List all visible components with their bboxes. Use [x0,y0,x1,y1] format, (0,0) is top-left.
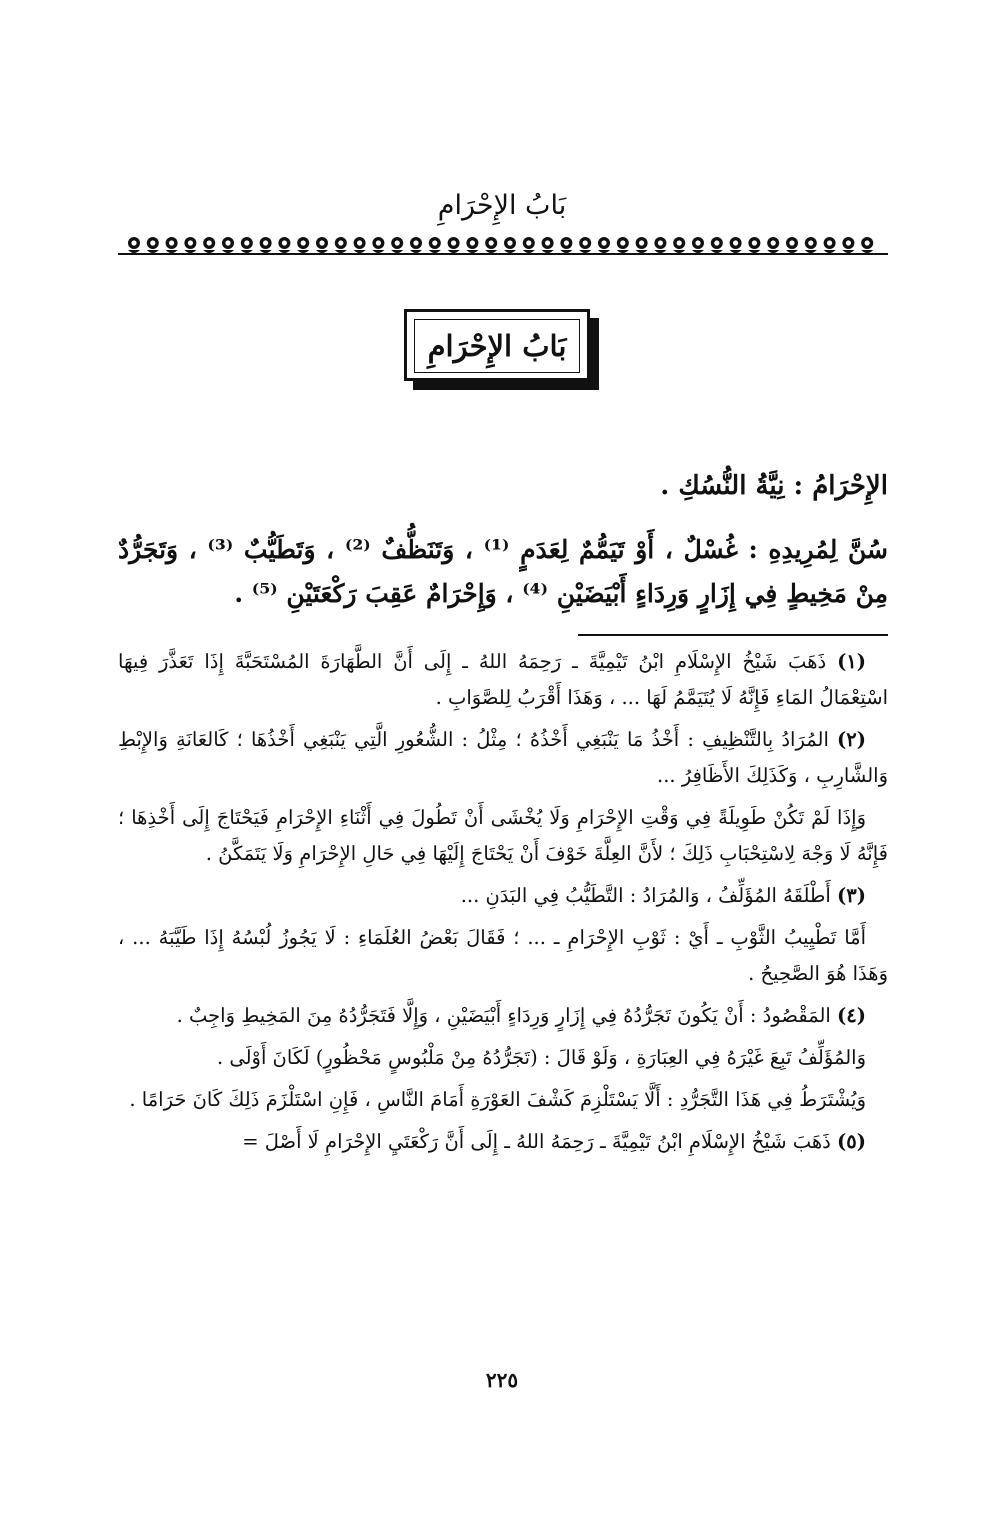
footnote-text: أَطْلَقَهُ المُؤَلِّفُ ، وَالمُرَادُ : التَّطَيُّبُ فِي البَدَنِ ... [460,884,831,907]
footnote-text: أَمَّا تَطْيِيبُ الثَّوْبِ ـ أَيْ : ثَوْبِ الإِحْرَامِ ـ ... ؛ فَقَالَ بَعْضُ العُلَمَاءِ : لَا يَجُوزُ لُبْسُهُ إِذَا طَيَّبَهُ ... ، وَهَذَا هُوَ الصَّحِيحُ . [118,926,888,985]
running-header-title: بَابُ الإِحْرَامِ [437,190,567,221]
footnote-text: وَإِذَا لَمْ تَكُنْ طَوِيلَةً فِي وَقْتِ الإِحْرَامِ وَلَا يُخْشَى أَنْ تَطُولَ فِي أَثْنَاءِ الإِحْرَامِ فَيَحْتَاجَ إِلَى أَخْذِهَا ؛ فَإِنَّهُ لَا وَجْهَ لِاسْتِحْبَابِ ذَلِكَ ؛ لأَنَّ العِلَّةَ خَوْفَ أَنْ يَحْتَاجَ إِلَيْهَا فِي حَالِ الإِحْرَامِ وَلَا يَتَمَكَّنُ . [118,806,888,865]
chapter-title: بَابُ الإِحْرَامِ [414,319,580,373]
footnote-number: (٥) [837,1130,866,1153]
chapter-title-frame [404,309,598,389]
footnote-separator [578,634,888,636]
footnote-text: ذَهَبَ شَيْخُ الإِسْلَامِ ابْنُ تَيْمِيَّةَ ـ رَحِمَهُ اللهُ ـ إِلَى أَنَّ رَكْعَتَيِ الإِحْرَامِ لَا أَصْلَ = [242,1130,831,1153]
footnote [118,644,888,716]
footnote-continuation [118,920,888,992]
footnote [118,878,888,914]
definition-line: الإِحْرَامُ : نِيَّةُ النُّسُكِ . [660,471,888,501]
footnote-continuation [118,1082,888,1118]
footnote [118,722,888,794]
footnote-text: المُرَادُ بِالتَّنْظِيفِ : أَخْذُ مَا يَنْبَغِي أَخْذُهُ ؛ مِثْلُ : الشُّعُورِ الَّتِي يَنْبَغِي أَخْذُهَا ؛ كَالعَانَةِ وَالإِبْطِ وَالشَّارِبِ ، وَكَذَلِكَ الأَظَافِرُ ... [118,728,888,787]
footnote-number: (١) [837,650,867,673]
footnote [118,998,888,1034]
footnote-continuation [118,800,888,872]
sunan-paragraph: سُنَّ لِمُرِيدِهِ : غُسْلٌ ، أَوْ تَيَمُّمٌ لِعَدَمٍ ⁽¹⁾ ، وَتَنَظُّفٌ ⁽²⁾ ، وَتَطَيُّبٌ ⁽³⁾ ، وَتَجَرُّدٌ مِنْ مَخِيطٍ فِي إِزَارٍ وَرِدَاءٍ أَبْيَضَيْنِ ⁽⁴⁾ ، وَإِحْرَامٌ عَقِبَ رَكْعَتَيْنِ ⁽⁵⁾ . [118,535,889,608]
page-number: ٢٢٥ [485,1368,519,1392]
footnote-text: المَقْصُودُ : أَنْ يَكُونَ تَجَرُّدُهُ فِي إِزَارٍ وَرِدَاءٍ أَبْيَضَيْنِ ، وَإِلَّا فَتَجَرُّدُهُ مِنَ المَخِيطِ وَاجِبٌ . [176,1004,831,1027]
footnote-number: (٤) [837,1004,866,1027]
footnote [118,1124,888,1160]
footnote-number: (٣) [837,884,866,907]
footnote-text: وَالمُؤَلِّفُ تَبِعَ غَيْرَهُ فِي العِبَارَةِ ، وَلَوْ قَالَ : (تَجَرُّدُهُ مِنْ مَلْبُوسٍ مَحْظُورٍ) لَكَانَ أَوْلَى . [216,1046,866,1069]
footnotes [118,644,888,1166]
ornamental-divider [118,232,888,256]
footnote-number: (٢) [837,728,866,751]
footnote-continuation [118,1040,888,1076]
footnote-text: ذَهَبَ شَيْخُ الإِسْلَامِ ابْنُ تَيْمِيَّةَ ـ رَحِمَهُ اللهُ ـ إِلَى أَنَّ الطَّهَارَةَ المُسْتَحَبَّةَ إِذَا تَعَذَّرَ فِيهَا اسْتِعْمَالُ المَاءِ فَإِنَّهُ لَا يُتَيَمَّمُ لَهَا ... ، وَهَذَا أَقْرَبُ لِلصَّوَابِ . [118,650,888,709]
footnote-text: وَيُشْتَرَطُ فِي هَذَا التَّجَرُّدِ : أَلَّا يَسْتَلْزِمَ كَشْفَ العَوْرَةِ أَمَامَ النَّاسِ ، فَإِنِ اسْتَلْزَمَ ذَلِكَ كَانَ حَرَامًا . [129,1088,866,1111]
